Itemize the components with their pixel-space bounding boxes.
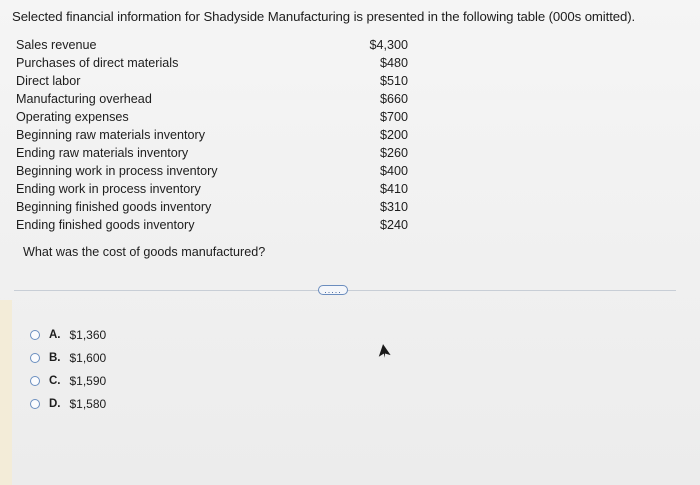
row-value: $660 — [379, 92, 408, 106]
option-text: $1,600 — [69, 350, 107, 365]
table-row — [16, 90, 416, 108]
table-row — [16, 54, 416, 72]
table-row — [16, 216, 416, 234]
row-value: $410 — [379, 182, 408, 196]
radio-button[interactable] — [30, 399, 40, 409]
option-text: $1,360 — [69, 327, 107, 342]
option-letter: B. — [49, 351, 61, 364]
answer-option-a[interactable] — [30, 323, 106, 346]
row-label: Ending finished goods inventory — [16, 218, 195, 232]
answer-options — [30, 323, 106, 415]
question-title: Selected financial information for Shadyside Manufacturing is presented in the following table (000s omitted). — [12, 9, 636, 24]
row-value: $400 — [379, 164, 408, 178]
row-value: $240 — [379, 218, 408, 232]
question-prompt: What was the cost of goods manufactured? — [23, 245, 266, 259]
row-label: Beginning raw materials inventory — [16, 128, 205, 142]
left-accent-strip — [0, 300, 12, 485]
row-value: $310 — [379, 200, 408, 214]
table-row — [16, 72, 416, 90]
row-value: $200 — [379, 128, 408, 142]
table-row — [16, 108, 416, 126]
row-label: Beginning finished goods inventory — [16, 200, 212, 214]
row-label: Manufacturing overhead — [16, 92, 152, 106]
row-label: Sales revenue — [16, 38, 97, 52]
table-row — [16, 162, 416, 180]
answer-option-b[interactable] — [30, 346, 106, 369]
row-label: Ending raw materials inventory — [16, 146, 189, 160]
table-row — [16, 180, 416, 198]
radio-button[interactable] — [30, 353, 40, 363]
row-label: Beginning work in process inventory — [16, 164, 218, 178]
radio-button[interactable] — [30, 330, 40, 340]
row-value: $700 — [379, 110, 408, 124]
row-value: $4,300 — [369, 38, 408, 52]
row-label: Ending work in process inventory — [16, 182, 201, 196]
option-text: $1,580 — [69, 396, 107, 411]
answer-option-d[interactable] — [30, 392, 106, 415]
row-value: $260 — [379, 146, 408, 160]
expand-more-button[interactable]: ..... — [318, 285, 348, 295]
table-row — [16, 126, 416, 144]
option-text: $1,590 — [69, 373, 107, 388]
row-label: Purchases of direct materials — [16, 56, 179, 70]
table-row — [16, 144, 416, 162]
row-value: $510 — [379, 74, 408, 88]
row-label: Direct labor — [16, 74, 81, 88]
option-letter: A. — [49, 328, 61, 341]
table-row — [16, 36, 416, 54]
option-letter: D. — [49, 397, 61, 410]
row-label: Operating expenses — [16, 110, 129, 124]
row-value: $480 — [379, 56, 408, 70]
financial-data-table — [16, 36, 416, 234]
option-letter: C. — [49, 374, 61, 387]
answer-option-c[interactable] — [30, 369, 106, 392]
mouse-pointer-icon — [377, 343, 391, 359]
table-row — [16, 198, 416, 216]
radio-button[interactable] — [30, 376, 40, 386]
